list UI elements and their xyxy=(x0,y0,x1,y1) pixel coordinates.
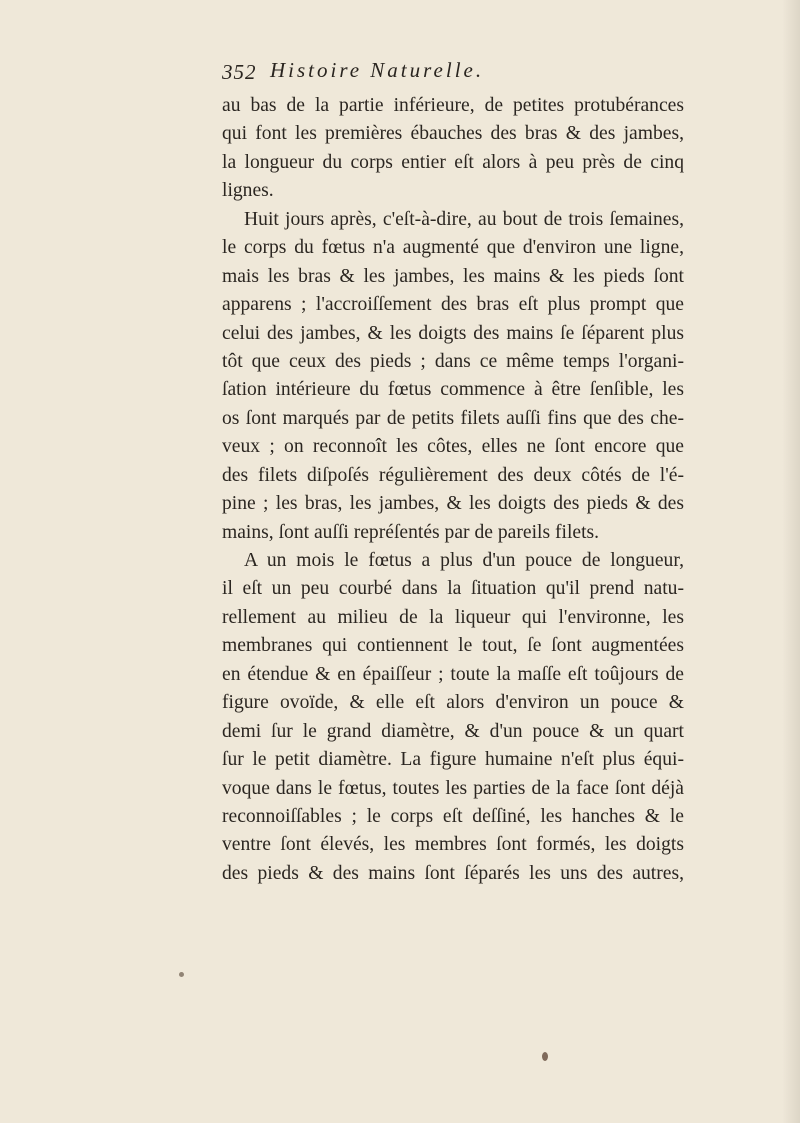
text-line: tôt que ceux des pieds ; dans ce même temps l'organi- xyxy=(222,350,684,372)
text-line: Huit jours après, c'eſt-à-dire, au bout de trois ſemaines, xyxy=(244,208,684,230)
running-title: Histoire Naturelle. xyxy=(270,58,485,82)
text-line: pine ; les bras, les jambes, & les doigts des pieds & des xyxy=(222,493,684,515)
text-line: qui font les premières ébauches des bras & des jambes, xyxy=(222,123,684,145)
ink-spot xyxy=(179,972,184,977)
text-line: apparens ; l'accroiſſement des bras eſt plus prompt que xyxy=(222,294,684,316)
text-line: au bas de la partie inférieure, de petites protubérances xyxy=(222,95,684,116)
text-line: mains, ſont auſſi repréſentés par de pareils filets. xyxy=(222,521,600,543)
text-line: des pieds & des mains ſont ſéparés les uns des autres, xyxy=(222,862,684,884)
paragraph xyxy=(222,206,684,547)
text-line: en étendue & en épaiſſeur ; toute la maſſe eſt toûjours de xyxy=(222,663,684,685)
text-line: os ſont marqués par de petits filets auſſi fins que des che- xyxy=(222,407,684,429)
page-number: 352 xyxy=(222,60,257,84)
text-line: il eſt un peu courbé dans la ſituation qu'il prend natu- xyxy=(222,578,684,600)
text-line: voque dans le fœtus, toutes les parties de la face ſont déjà xyxy=(222,777,684,799)
text-line: mais les bras & les jambes, les mains & les pieds ſont xyxy=(222,265,684,287)
text-line: ſation intérieure du fœtus commence à être ſenſible, les xyxy=(222,379,684,401)
paragraph xyxy=(222,547,684,888)
ink-spot xyxy=(542,1052,548,1061)
text-line: rellement au milieu de la liqueur qui l'environne, les xyxy=(222,606,684,628)
text-line: membranes qui contiennent le tout, ſe ſont augmentées xyxy=(222,635,684,657)
paragraph xyxy=(222,92,684,206)
text-line: des filets diſpoſés régulièrement des deux côtés de l'é- xyxy=(222,464,684,486)
text-line: reconnoiſſables ; le corps eſt deſſiné, les hanches & le xyxy=(222,805,684,827)
text-line: ſur le petit diamètre. La figure humaine n'eſt plus équi- xyxy=(222,749,684,771)
text-line: celui des jambes, & les doigts des mains ſe ſéparent plus xyxy=(222,322,684,344)
body-text xyxy=(222,92,684,888)
text-line: ventre ſont élevés, les membres ſont formés, les doigts xyxy=(222,834,684,856)
text-line: figure ovoïde, & elle eſt alors d'environ un pouce & xyxy=(222,692,684,714)
text-line: demi ſur le grand diamètre, & d'un pouce & un quart xyxy=(222,720,684,742)
text-line: A un mois le fœtus a plus d'un pouce de longueur, xyxy=(244,550,684,571)
text-line: la longueur du corps entier eſt alors à peu près de cinq xyxy=(222,151,684,173)
page-header xyxy=(222,58,682,86)
text-line: veux ; on reconnoît les côtes, elles ne ſont encore que xyxy=(222,436,684,458)
text-line: le corps du fœtus n'a augmenté que d'environ une ligne, xyxy=(222,237,684,259)
text-line: lignes. xyxy=(222,180,274,202)
